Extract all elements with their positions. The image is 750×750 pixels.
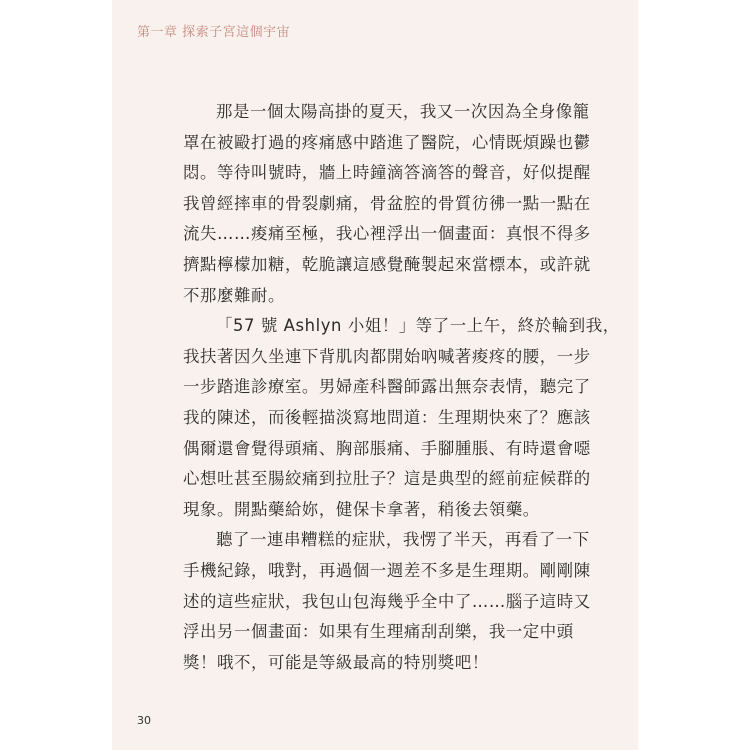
text-line: 心想吐甚至腸絞痛到拉肚子？這是典型的經前症候群的 xyxy=(183,469,591,489)
text-line: 不那麼難耐。 xyxy=(183,285,285,305)
text-line: 罩在被毆打過的疼痛感中踏進了醫院，心情既煩躁也鬱 xyxy=(183,132,591,152)
text-line: 悶。等待叫號時，牆上時鐘滴答滴答的聲音，好似提醒 xyxy=(183,163,591,183)
text-line: 我曾經摔車的骨裂劇痛，骨盆腔的骨質彷彿一點一點在 xyxy=(183,193,591,213)
text-line: 浮出另一個畫面：如果有生理痛刮刮樂，我一定中頭 xyxy=(183,622,574,642)
text-line: 流失……痠痛至極，我心裡浮出一個畫面：真恨不得多 xyxy=(183,224,591,244)
book-page xyxy=(112,0,638,750)
chapter-header: 第一章 探索子宮這個宇宙 xyxy=(137,25,291,40)
text-line: 那是一個太陽高掛的夏天，我又一次因為全身像籠 xyxy=(216,102,590,121)
text-line: 「57 號 Ashlyn 小姐！」等了一上午，終於輪到我， xyxy=(216,316,620,336)
text-line: 偶爾還會覺得頭痛、胸部脹痛、手腳腫脹、有時還會噁 xyxy=(183,438,591,458)
text-line: 手機紀錄，哦對，再過個一週差不多是生理期。剛剛陳 xyxy=(183,560,591,580)
text-line: 聽了一連串糟糕的症狀，我愣了半天，再看了一下 xyxy=(216,530,590,550)
text-line: 我扶著因久坐連下背肌肉都開始吶喊著痠疼的腰，一步 xyxy=(183,346,591,366)
body-text xyxy=(183,97,620,678)
text-line: 述的這些症狀，我包山包海幾乎全中了……腦子這時又 xyxy=(183,591,591,611)
page-number: 30 xyxy=(137,714,151,727)
paragraph-2 xyxy=(183,311,620,525)
text-line: 現象。開點藥給妳，健保卡拿著，稍後去領藥。 xyxy=(183,499,540,519)
paragraph-1 xyxy=(183,97,591,311)
text-line: 我的陳述，而後輕描淡寫地問道：生理期快來了？應該 xyxy=(183,407,591,427)
text-line: 一步踏進診療室。男婦產科醫師露出無奈表情，聽完了 xyxy=(183,377,591,397)
text-line: 擠點檸檬加糖，乾脆讓這感覺醃製起來當標本，或許就 xyxy=(183,254,591,274)
paragraph-3 xyxy=(183,525,591,678)
text-line: 獎！哦不，可能是等級最高的特別獎吧！ xyxy=(183,652,489,672)
